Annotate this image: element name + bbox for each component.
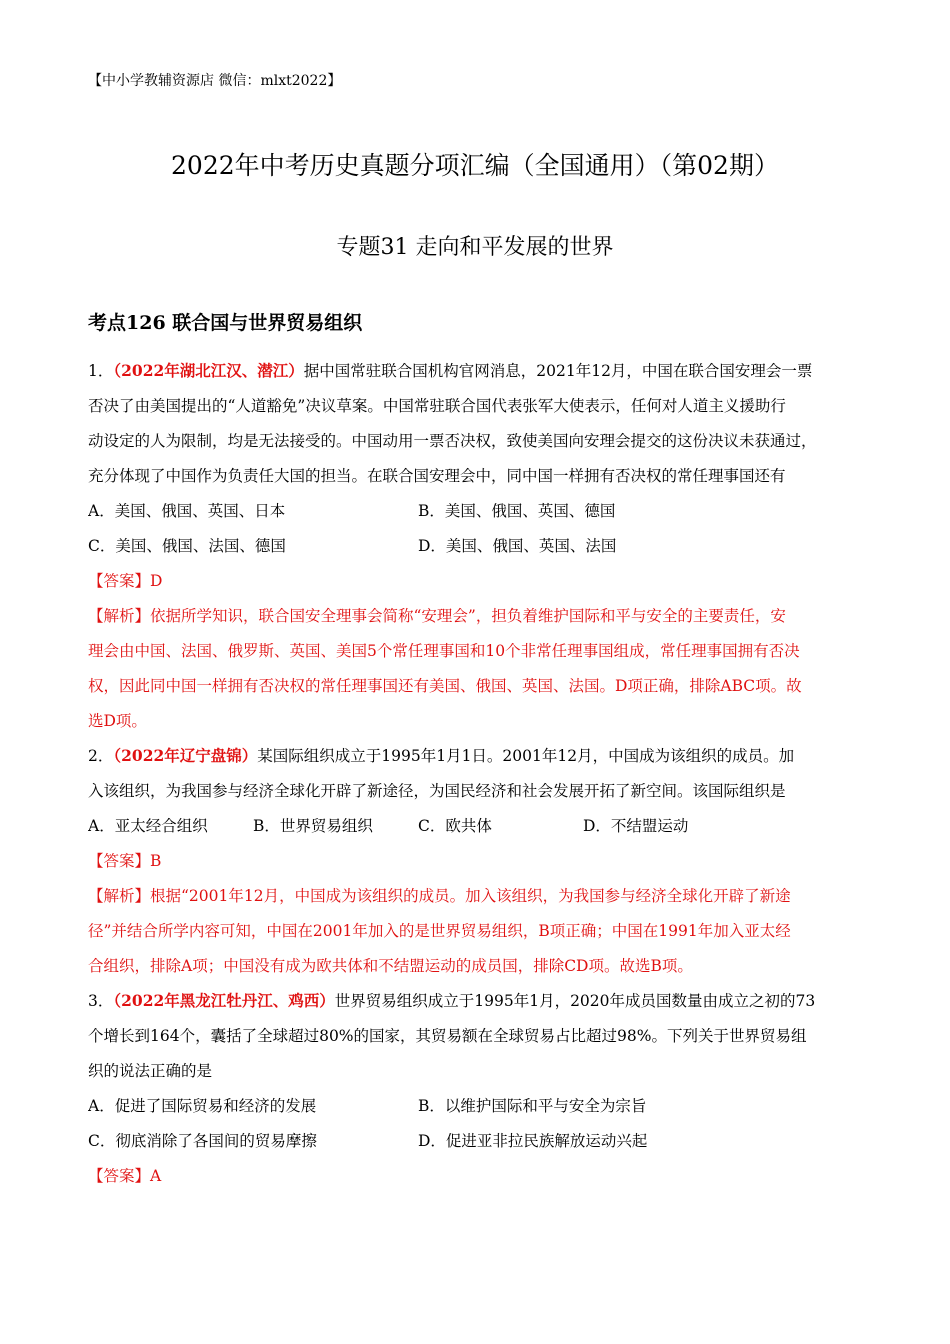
section-heading: 考点126 联合国与世界贸易组织 — [88, 312, 363, 334]
question-3-stem — [88, 987, 864, 1022]
question-2-stem — [88, 742, 864, 777]
option-a: A．美国、俄国、英国、日本 — [88, 502, 286, 520]
answer-label: 【答案】A — [88, 1167, 162, 1185]
explanation-text: 【解析】根据“2001年12月，中国成为该组织的成员。加入该组织，为我国参与经济全球化开辟了新途 — [88, 887, 791, 905]
answer-label: 【答案】B — [88, 852, 162, 870]
question-source: （2022年湖北江汉、潜江） — [113, 361, 304, 380]
options-row — [88, 1092, 864, 1127]
explanation-text: 合组织，排除A项；中国没有成为欧共体和不结盟运动的成员国，排除CD项。故选B项。 — [88, 957, 693, 975]
option-b: B．世界贸易组织 — [253, 817, 373, 835]
question-text: 个增长到164个，囊括了全球超过80%的国家，其贸易额在全球贸易占比超过98%。下列关于世界贸易组 — [88, 1027, 807, 1045]
question-text: 否决了由美国提出的“人道豁免”决议草案。中国常驻联合国代表张军大使表示，任何对人道主义援助行 — [88, 397, 786, 415]
question-number: 2． — [88, 747, 114, 765]
page-subtitle: 专题31 走向和平发展的世界 — [336, 235, 614, 260]
question-1-stem — [88, 357, 864, 392]
explanation-text: 选D项。 — [88, 712, 147, 730]
question-text: 某国际组织成立于1995年1月1日。2001年12月，中国成为该组织的成员。加 — [257, 747, 795, 765]
option-a: A．促进了国际贸易和经济的发展 — [88, 1097, 317, 1115]
question-source: （2022年辽宁盘锦） — [113, 746, 258, 765]
question-text: 织的说法正确的是 — [88, 1062, 213, 1080]
explanation-text: 权，因此同中国一样拥有否决权的常任理事国还有美国、俄国、英国、法国。D项正确，排除ABC项。故 — [88, 677, 802, 695]
answer-label: 【答案】D — [88, 572, 163, 590]
question-text: 动设定的人为限制，均是无法接受的。中国动用一票否决权，致使美国向安理会提交的这份决议未获通过， — [88, 432, 817, 450]
options-row — [88, 532, 864, 567]
options-row — [88, 812, 864, 847]
question-text: 入该组织，为我国参与经济全球化开辟了新途径，为国民经济和社会发展开拓了新空间。该国际组织是 — [88, 782, 786, 800]
question-text: 据中国常驻联合国机构官网消息，2021年12月，中国在联合国安理会一票 — [303, 362, 813, 380]
option-a: A．亚太经合组织 — [88, 817, 208, 835]
explanation-text: 径”并结合所学内容可知，中国在2001年加入的是世界贸易组织，B项正确；中国在1991年加入亚太经 — [88, 922, 791, 940]
explanation-text: 理会由中国、法国、俄罗斯、英国、美国5个常任理事国和10个非常任理事国组成，常任理事国拥有否决 — [88, 642, 800, 660]
questions-content — [88, 357, 864, 1197]
option-d: D．不结盟运动 — [583, 817, 689, 835]
options-row — [88, 1127, 864, 1162]
option-b: B．美国、俄国、英国、德国 — [418, 502, 616, 520]
option-c: C．彻底消除了各国间的贸易摩擦 — [88, 1132, 317, 1150]
option-d: D．促进亚非拉民族解放运动兴起 — [418, 1132, 648, 1150]
page-title: 2022年中考历史真题分项汇编（全国通用）（第02期） — [171, 151, 779, 180]
option-c: C．欧共体 — [418, 817, 492, 835]
question-text: 世界贸易组织成立于1995年1月，2020年成员国数量由成立之初的73 — [334, 992, 816, 1010]
question-number: 1． — [88, 362, 114, 380]
header-note: 【中小学教辅资源店 微信：mlxt2022】 — [88, 73, 342, 89]
options-row — [88, 497, 864, 532]
option-c: C．美国、俄国、法国、德国 — [88, 537, 286, 555]
question-text: 充分体现了中国作为负责任大国的担当。在联合国安理会中，同中国一样拥有否决权的常任理事国还有 — [88, 467, 786, 485]
option-d: D．美国、俄国、英国、法国 — [418, 537, 617, 555]
explanation-text: 【解析】依据所学知识，联合国安全理事会简称“安理会”，担负着维护国际和平与安全的主要责任，安 — [88, 607, 786, 625]
question-number: 3． — [88, 992, 114, 1010]
question-source: （2022年黑龙江牡丹江、鸡西） — [113, 991, 335, 1010]
option-b: B．以维护国际和平与安全为宗旨 — [418, 1097, 647, 1115]
